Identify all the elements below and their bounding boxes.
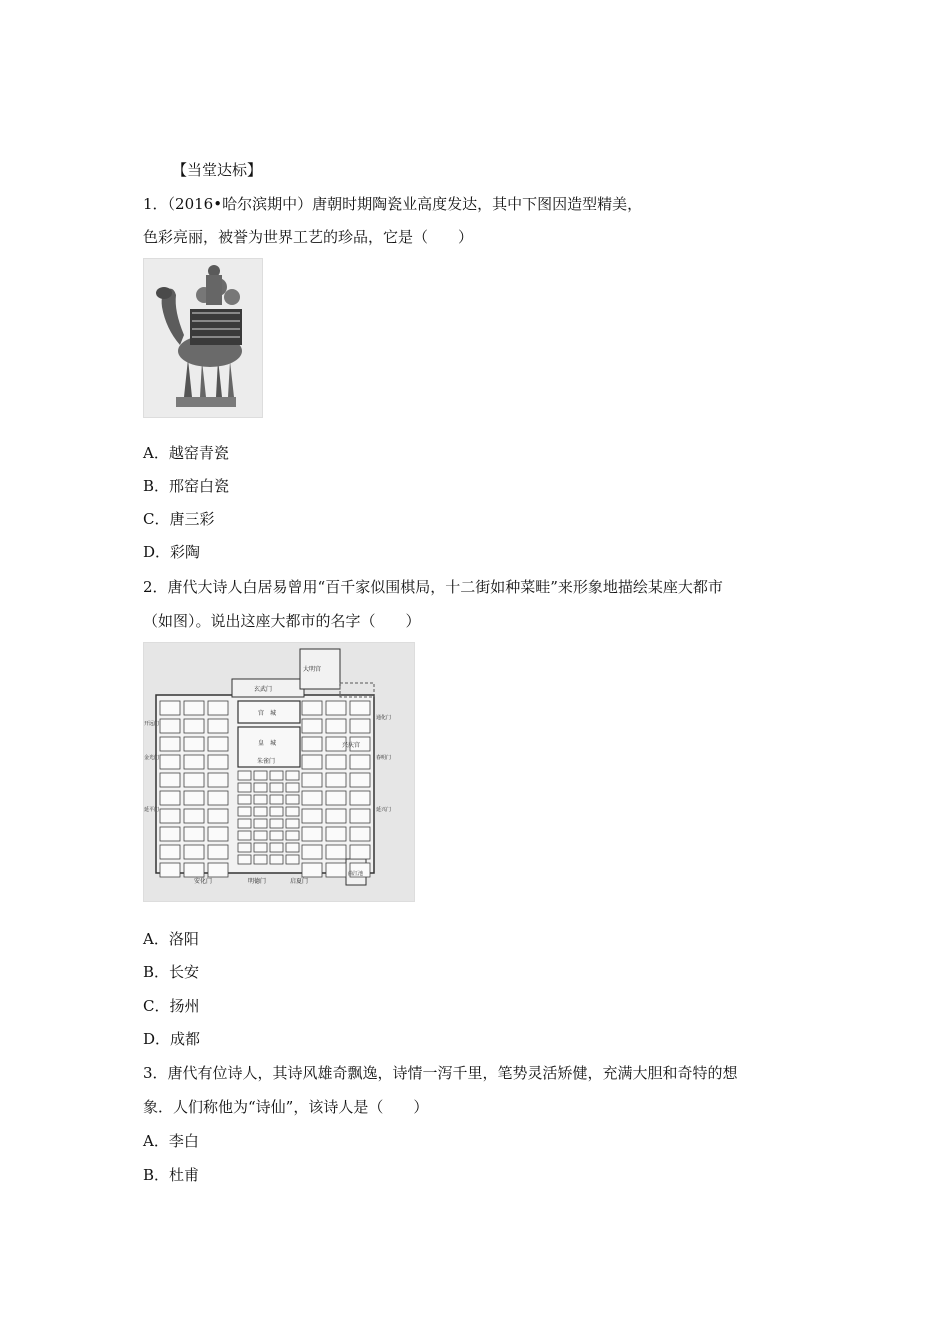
map-label-jinguang: 金光门 — [144, 755, 160, 761]
map-label-mingde: 明德门 — [248, 878, 267, 885]
q1-option-b[interactable]: B．邢窑白瓷 — [143, 477, 230, 495]
ward-block — [326, 827, 346, 841]
ward-block — [184, 737, 204, 751]
ward-block — [238, 807, 251, 816]
ward-block — [238, 855, 251, 864]
map-label-gong: 宫 城 — [258, 710, 277, 717]
ward-block — [160, 737, 180, 751]
map-label-huang: 皇 城 — [258, 740, 277, 747]
map-label-tonghua: 通化门 — [376, 715, 392, 721]
camel-figure-image — [143, 258, 263, 418]
ward-block — [160, 863, 180, 877]
ward-block — [270, 795, 283, 804]
map-label-yanping: 延平门 — [144, 807, 160, 813]
ward-block — [302, 791, 322, 805]
ward-block — [302, 809, 322, 823]
ward-block — [326, 845, 346, 859]
ward-block — [208, 755, 228, 769]
section-title: 【当堂达标】 — [172, 161, 263, 179]
ward-block — [238, 783, 251, 792]
ward-block — [350, 827, 370, 841]
ward-block — [238, 771, 251, 780]
ward-block — [350, 773, 370, 787]
ward-block — [208, 773, 228, 787]
question-2-line-1: 2．唐代大诗人白居易曾用“百千家似围棋局，十二街如种菜畦”来形象地描绘某座大都市 — [143, 578, 723, 596]
changan-map-image — [143, 642, 415, 902]
ward-block — [184, 827, 204, 841]
ward-block — [254, 819, 267, 828]
map-label-qixia: 启夏门 — [290, 878, 309, 885]
ward-block — [184, 755, 204, 769]
ward-block — [270, 783, 283, 792]
ward-block — [302, 845, 322, 859]
ward-block — [208, 791, 228, 805]
map-label-xuanwu: 玄武门 — [254, 686, 273, 693]
ward-block — [160, 845, 180, 859]
q2-option-b[interactable]: B．长安 — [143, 963, 200, 981]
ward-block — [270, 807, 283, 816]
ward-block — [350, 845, 370, 859]
ward-block — [160, 809, 180, 823]
ward-block — [254, 807, 267, 816]
ward-block — [254, 831, 267, 840]
ward-block — [286, 771, 299, 780]
ward-block — [350, 809, 370, 823]
ward-block — [350, 755, 370, 769]
q3-option-b[interactable]: B．杜甫 — [143, 1166, 200, 1184]
ward-block — [270, 855, 283, 864]
ward-block — [184, 809, 204, 823]
ward-block — [286, 831, 299, 840]
question-1-line-2: 色彩亮丽，被誉为世界工艺的珍品，它是（ ） — [143, 228, 474, 246]
ward-block — [208, 863, 228, 877]
ward-block — [254, 795, 267, 804]
ward-block — [160, 701, 180, 715]
map-label-daming: 大明宫 — [303, 666, 322, 673]
q2-option-a[interactable]: A．洛阳 — [143, 930, 199, 948]
ward-block — [286, 855, 299, 864]
map-label-chunming: 春明门 — [376, 755, 392, 761]
map-label-kaiyuan: 开远门 — [144, 721, 160, 727]
ward-block — [238, 795, 251, 804]
ward-block — [208, 809, 228, 823]
ward-block — [238, 831, 251, 840]
ward-block — [208, 845, 228, 859]
ward-block — [184, 773, 204, 787]
ward-block — [208, 737, 228, 751]
ward-block — [254, 771, 267, 780]
ward-block — [302, 863, 322, 877]
ward-block — [254, 843, 267, 852]
map-label-xingqing: 兴庆宫 — [342, 742, 361, 749]
ward-block — [270, 819, 283, 828]
ward-block — [270, 843, 283, 852]
ward-block — [302, 773, 322, 787]
ward-block — [208, 827, 228, 841]
q1-option-d[interactable]: D．彩陶 — [143, 543, 201, 561]
q2-option-d[interactable]: D．成都 — [143, 1030, 201, 1048]
ward-block — [208, 719, 228, 733]
ward-block — [208, 701, 228, 715]
question-3-line-2: 象．人们称他为“诗仙”，该诗人是（ ） — [143, 1098, 429, 1116]
ward-block — [160, 755, 180, 769]
ward-block — [326, 791, 346, 805]
ward-block — [184, 719, 204, 733]
ward-block — [254, 783, 267, 792]
ward-block — [286, 783, 299, 792]
ward-block — [350, 791, 370, 805]
ward-block — [286, 795, 299, 804]
ward-block — [254, 855, 267, 864]
q3-option-a[interactable]: A．李白 — [143, 1132, 199, 1150]
ward-block — [302, 827, 322, 841]
ward-block — [326, 809, 346, 823]
question-2-line-2: （如图）。说出这座大都市的名字（ ） — [143, 612, 421, 630]
map-label-yanxing: 延兴门 — [376, 807, 392, 813]
ward-block — [270, 831, 283, 840]
ward-block — [184, 791, 204, 805]
ward-block — [326, 701, 346, 715]
ward-block — [238, 819, 251, 828]
ward-block — [160, 719, 180, 733]
ward-block — [160, 827, 180, 841]
question-1-line-1: 1．（2016•哈尔滨期中）唐朝时期陶瓷业高度发达，其中下图因造型精美， — [143, 195, 643, 213]
ward-block — [184, 863, 204, 877]
ward-block — [270, 771, 283, 780]
ward-block — [286, 843, 299, 852]
ward-block — [326, 755, 346, 769]
ward-block — [302, 719, 322, 733]
map-label-qujiang: 曲江池 — [348, 871, 364, 877]
ward-block — [302, 737, 322, 751]
ward-block — [302, 755, 322, 769]
ward-block — [238, 843, 251, 852]
ward-block — [326, 773, 346, 787]
ward-block — [286, 807, 299, 816]
q1-option-a[interactable]: A．越窑青瓷 — [143, 444, 229, 462]
ward-block — [326, 863, 346, 877]
ward-block — [160, 791, 180, 805]
ward-block — [286, 819, 299, 828]
question-3-line-1: 3．唐代有位诗人，其诗风雄奇飘逸，诗情一泻千里，笔势灵活矫健，充满大胆和奇特的想 — [143, 1064, 738, 1082]
map-label-anhua: 安化门 — [194, 878, 213, 885]
ward-block — [326, 719, 346, 733]
ward-block — [350, 701, 370, 715]
map-label-zhuque: 朱雀门 — [257, 758, 276, 765]
ward-block — [160, 773, 180, 787]
q2-option-c[interactable]: C．扬州 — [143, 997, 200, 1015]
ward-block — [350, 719, 370, 733]
ward-block — [302, 701, 322, 715]
ward-block — [184, 701, 204, 715]
ward-block — [184, 845, 204, 859]
q1-option-c[interactable]: C．唐三彩 — [143, 510, 215, 528]
